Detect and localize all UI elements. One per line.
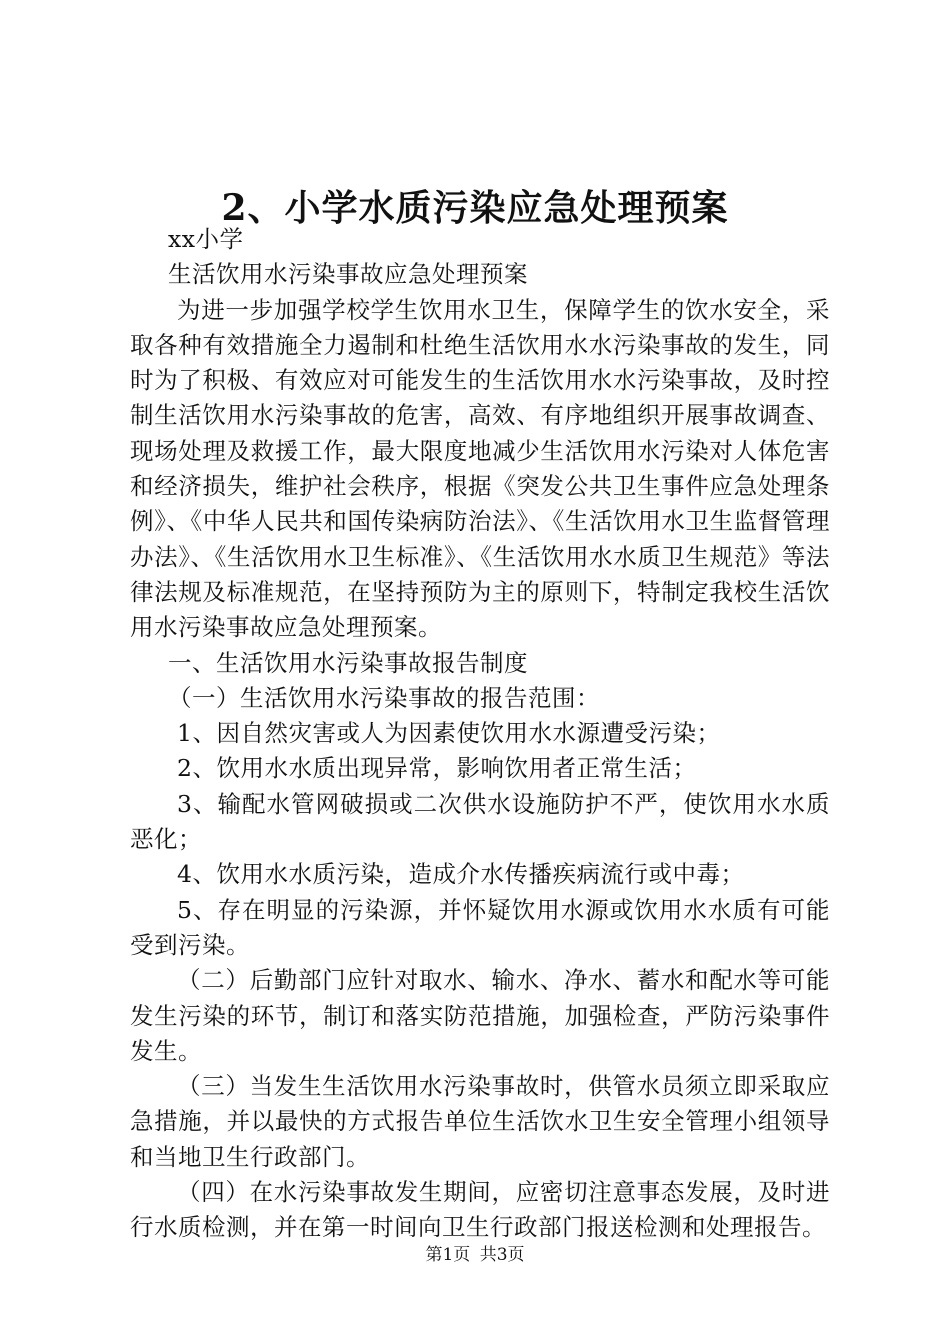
subsection-heading: （一）生活饮用水污染事故的报告范围： [168, 683, 600, 712]
list-item: 5、存在明显的污染源，并怀疑饮用水源或饮用水水质有可能受到污染。 [130, 895, 830, 959]
document-body [130, 222, 830, 1246]
plan-subtitle: 生活饮用水污染事故应急处理预案 [168, 260, 528, 289]
list-item: 2、饮用水水质出现异常，影响饮用者正常生活； [177, 754, 697, 783]
list-item: 1、因自然灾害或人为因素使饮用水水源遭受污染； [177, 719, 721, 748]
page-footer [0, 1244, 950, 1266]
page-total: 共3页 [479, 1245, 525, 1265]
page-number: 第1页 [425, 1245, 471, 1265]
section-heading: 一、生活饮用水污染事故报告制度 [168, 648, 528, 677]
body-paragraph: （二）后勤部门应针对取水、输水、净水、蓄水和配水等可能发生污染的环节，制订和落实防范措施，加强检查，严防污染事件发生。 [130, 966, 830, 1065]
intro-paragraph: 为进一步加强学校学生饮用水卫生，保障学生的饮水安全，采取各种有效措施全力遏制和杜绝生活饮用水水污染事故的发生，同时为了积极、有效应对可能发生的生活饮用水水污染事故，及时控制生活饮用水污染事故的危害，高效、有序地组织开展事故调查、现场处理及救援工作，最大限度地减少生活饮用水污染对人体危害和经济损失，维护社会秩序，根据《突发公共卫生事件应急处理条例》、《中华人民共和国传染病防治法》、《生活饮用水卫生监督管理办法》、《生活饮用水卫生标准》、《生活饮用水水质卫生规范》等法律法规及标准规范，在坚持预防为主的原则下，特制定我校生活饮用水污染事故应急处理预案。 [130, 295, 830, 642]
school-name: xx小学 [168, 225, 244, 253]
list-item: 4、饮用水水质污染，造成介水传播疾病流行或中毒； [177, 860, 745, 889]
body-paragraph: （四）在水污染事故发生期间，应密切注意事态发展，及时进行水质检测，并在第一时间向卫生行政部门报送检测和处理报告。 [130, 1178, 830, 1242]
body-paragraph: （三）当发生生活饮用水污染事故时，供管水员须立即采取应急措施，并以最快的方式报告单位生活饮水卫生安全管理小组领导和当地卫生行政部门。 [130, 1072, 830, 1171]
list-item: 3、输配水管网破损或二次供水设施防护不严，使饮用水水质恶化； [130, 789, 830, 854]
document-title: 2、小学水质污染应急处理预案 [221, 187, 729, 229]
